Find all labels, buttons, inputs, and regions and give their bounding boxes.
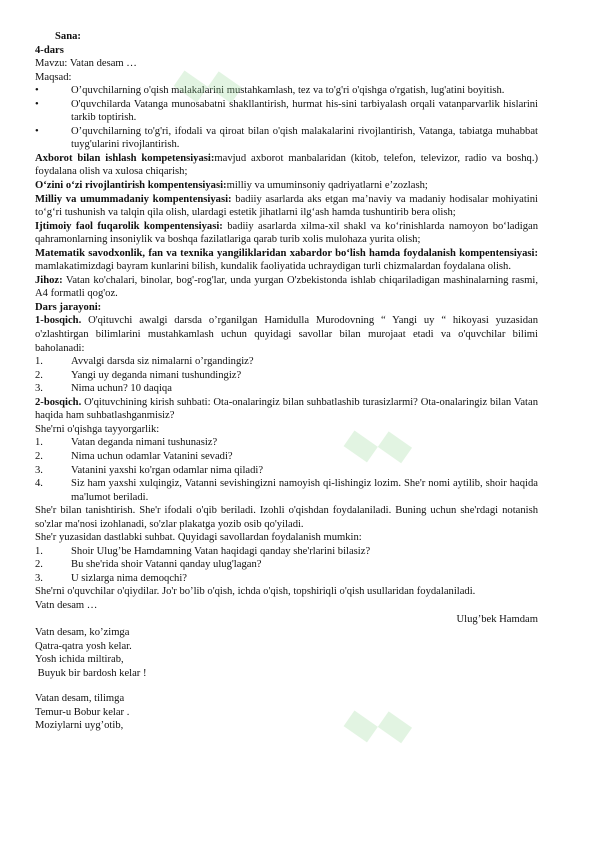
topic: Mavzu: Vatan desam … bbox=[35, 58, 137, 70]
competency-paragraph: Milliy va umummadaniy kompentensiyasi: badiiy asarlarda aks etgan ma’naviy va madaniy hodisalar mohiyatini to‘g‘ri tushunish va talqin qila olish, ulardagi estetik jihatlarni ilg‘ash hamda tushuntirib bera olish; bbox=[35, 193, 538, 219]
date-label: Sana: bbox=[55, 31, 81, 42]
goal-label: Maqsad: bbox=[35, 71, 72, 83]
document-page bbox=[35, 30, 538, 733]
lesson-number: 4-dars bbox=[35, 44, 64, 56]
poem-line: Yosh ichida miltirab, bbox=[35, 654, 124, 666]
poem-line: Temur-u Bobur kelar . bbox=[35, 706, 130, 718]
goal-item: • O'quvchilarda Vatanga munosabatni shakllantirish, hurmat his-sini tarbiyalash orqali vatanparvarlik hislarini tarkib toptirish. bbox=[35, 98, 538, 124]
question-item: 2. Yangi uy deganda nimani tushundingiz? bbox=[35, 369, 242, 381]
prep-label: She'rni o'qishga tayyorgarlik: bbox=[35, 423, 160, 435]
poem-line: Vatan desam, tilimga bbox=[35, 693, 125, 705]
competency-paragraph: Matematik savodxonlik, fan va texnika yangiliklaridan xabardor bo‘lish hamda foydalanish kompentensiyasi: mamlakatimizdagi bayram kunlarini bilish, kundalik faoliyatida uchraydigan turli chizmalardan foydalana olish. bbox=[35, 247, 538, 273]
question-item: 4. Siz ham yaxshi xulqingiz, Vatanni sevishingizni namoyish qi-lishingiz lozim. She'r nomi aytilib, shoir haqida ma'lumot beriladi. bbox=[35, 478, 538, 503]
goal-item: • O’quvchilarning to'g'ri, ifodali va qiroat bilan o'qish malakalarini rivojlantirish, Vatanga, tabiatga muhabbat tuyg'ularini rivojlantirish. bbox=[35, 125, 538, 151]
poem-line: Qatra-qatra yosh kelar. bbox=[35, 640, 132, 652]
poem-line: Vatn desam, ko’zimga bbox=[35, 627, 130, 639]
question-item: 1. Avvalgi darsda siz nimalarni o’rgandingiz? bbox=[35, 356, 254, 368]
question-item: 1. Vatan deganda nimani tushunasiz? bbox=[35, 437, 218, 449]
question-item: 3. Nima uchun? 10 daqiqa bbox=[35, 383, 172, 395]
question-item: 2. Bu she'rida shoir Vatanni qanday ulug'lagan? bbox=[35, 559, 262, 571]
competency-paragraph: Axborot bilan ishlash kompetensiyasi:mavjud axborot manbalaridan (kitob, telefon, televizor, radio va boshq.) foydalana olish va xulosa chiqarish; bbox=[35, 152, 538, 178]
closing-paragraph: She'rni o'quvchilar o'qiydilar. Jo'r bo’lib o'qish, ichda o'qish, topshiriqli o'qish usullaridan foydalaniladi. bbox=[35, 586, 476, 598]
question-item: 2. Nima uchun odamlar Vatanini sevadi? bbox=[35, 450, 233, 462]
question-item: 3. U sizlarga nima demoqchi? bbox=[35, 572, 188, 584]
poem-line: Moziylarni uyg’otib, bbox=[35, 720, 124, 732]
equipment-paragraph: Jihoz: Vatan ko'chalari, binolar, bog'-rog'lar, unda yurgan O'zbekistonda ishlab chiqariladigan mashinalarning rasmi, A4 formatli qog'oz. bbox=[35, 274, 538, 300]
poem-line: Buyuk bir bardosh kelar ! bbox=[35, 667, 147, 679]
competency-paragraph: O‘zini o‘zi rivojlantirish kompentensiyasi:milliy va umuminsoniy qadriyatlarni e’zozlash; bbox=[35, 180, 428, 192]
process-label: Dars jarayoni: bbox=[35, 301, 102, 313]
poem-author: Ulug’bek Hamdam bbox=[456, 613, 538, 625]
stage1-paragraph: 1-bosqich. O'qituvchi awalgi darsda o’rganilgan Hamidulla Murodovning “ Yangi uy “ hikoyasi yuzasidan o'zlashtirgan bilimlarini mustahkamlash uchun quyidagi savollar bilan murojaat etadi va o'quvchilar bilimi baholanadi: bbox=[35, 315, 538, 354]
body-paragraph: She'r bilan tanishtirish. She'r ifodali o'qib beriladi. Izohli o'qishdan foydalaniladi. Buning uchun she'rdagi notanish so'zlar ma'nosi izohlanadi, so'zlar plakatga yozib osib qo'yiladi. bbox=[35, 505, 538, 530]
stage2-paragraph: 2-bosqich. O'qituvchining kirish suhbati: Ota-onalaringiz bilan suhbatlashib turasizlarmi? Ota-onalaringiz bilan Vatan haqida ham suhbatlashganmisiz? bbox=[35, 396, 538, 422]
poem-title: Vatn desam … bbox=[35, 599, 98, 611]
question-item: 3. Vatanini yaxshi ko'rgan odamlar nima qiladi? bbox=[35, 464, 264, 476]
goal-item: • O’quvchilarning o'qish malakalarini mustahkamlash, tez va to'g'ri o'qishga o'rgatish, lug'atini boyitish. bbox=[35, 85, 505, 97]
stanza-gap bbox=[35, 680, 538, 692]
watermark-logo: ▚ bbox=[344, 414, 413, 479]
question-item: 1. Shoir Ulug’be Hamdamning Vatan haqidagi qanday she'rlarini bilasiz? bbox=[35, 545, 371, 557]
watermark-logo: ▚ bbox=[174, 54, 243, 119]
body-paragraph: She'r yuzasidan dastlabki suhbat. Quyidagi savollardan foydalanish mumkin: bbox=[35, 532, 362, 544]
competency-paragraph: Ijtimoiy faol fuqarolik kompentensiyasi: badiiy asarlarda xilma-xil shakl va ko‘rinishlarda namoyon bo‘ladigan qahramonlarning insoniylik va boshqa fazilatlariga qarab turib xolis mulohaza yurita olish; bbox=[35, 220, 538, 246]
watermark-logo: ▚ bbox=[344, 694, 413, 759]
